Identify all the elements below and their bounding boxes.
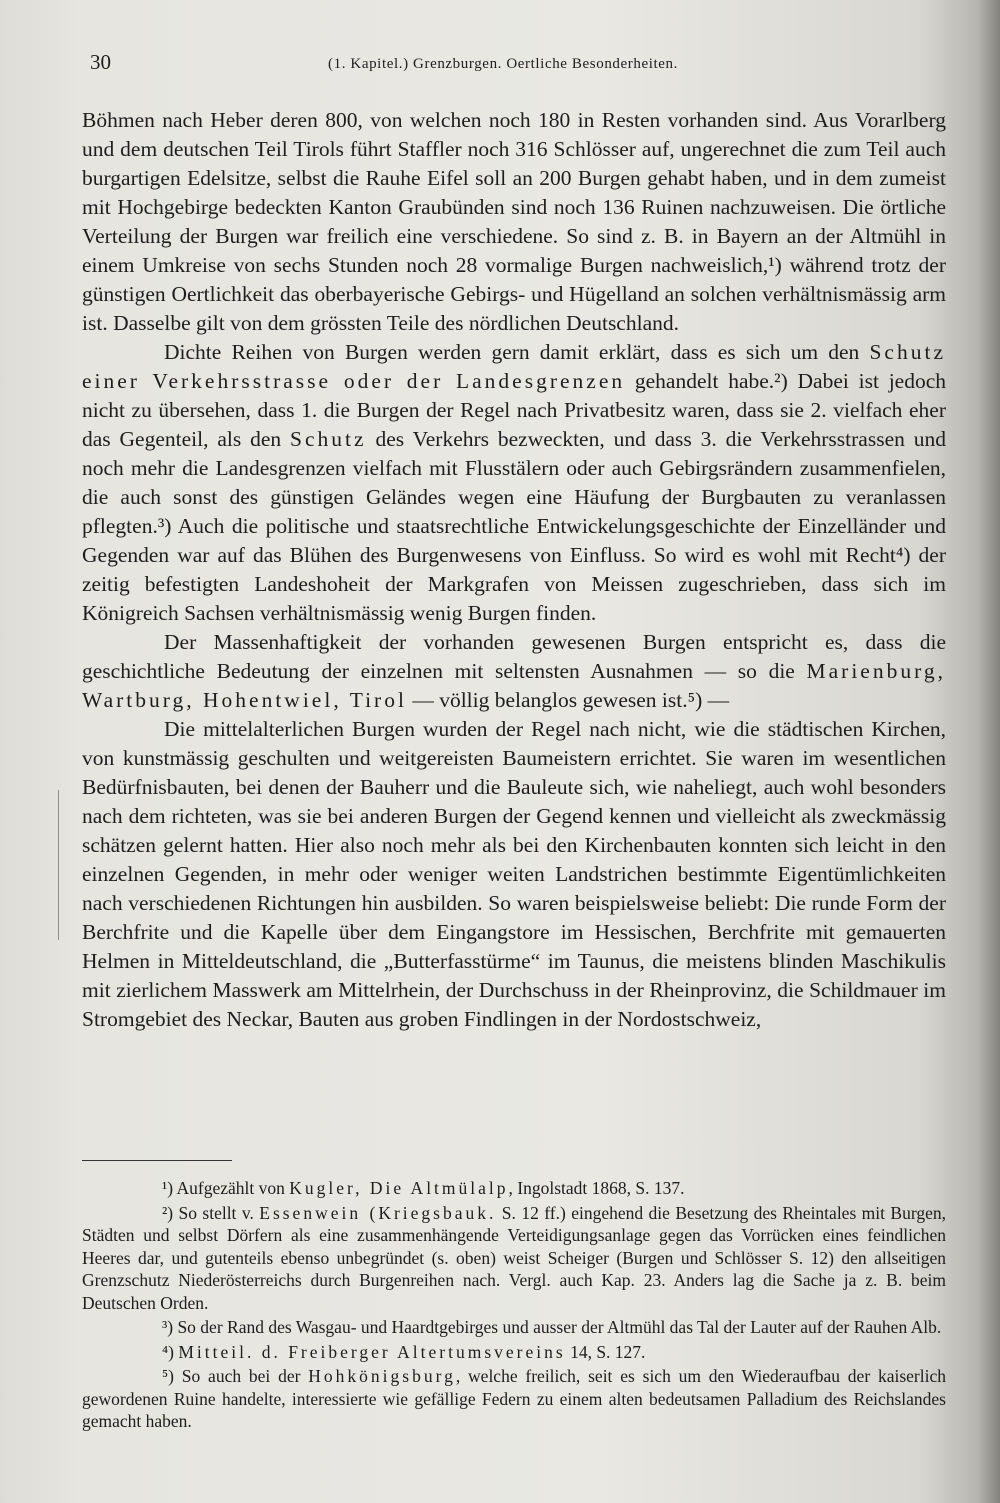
paragraph-4: Die mittelalterlichen Burgen wurden der Regel nach nicht, wie die städtischen Kirchen, von kunstmässig geschulten und weitgereisten Baumeistern errichtet. Sie waren im wesentlichen Bedürfnisbauten, bei denen der Bauherr und die Bauleute sich, wie naheliegt, auch wohl besonders nach dem richteten, was sie bei anderen Burgen der Gegend kennen und vielleicht als zweckmässig schätzen gelernt hatten. Hier also noch mehr als bei den Kirchenbauten konnten sich leicht in den einzelnen Gegenden, in mehr oder weniger weiten Landstrichen bestimmte Eigentümlichkeiten nach verschiedenen Richtungen hin ausbilden. So waren beispielsweise beliebt: Die runde Form der Berchfrite und die Kapelle über dem Eingangstore im Hessischen, Berchfrite mit gemauerten Helmen in Mitteldeutschland, die „Butterfasstürme“ im Taunus, die meistens blinden Maschikulis mit zierlichem Masswerk am Mittelrhein, der Durchschuss in der Rheinprovinz, die Schildmauer im Stromgebiet des Neckar, Bauten aus groben Findlingen in der Nordostschweiz, [82, 717, 946, 1031]
spaced-emphasis: Schutz [290, 427, 367, 451]
paragraph-2 [82, 338, 946, 628]
footnote-text: So stellt v. [173, 1202, 260, 1223]
running-head: (1. Kapitel.) Grenzburgen. Oertliche Besonderheiten. [328, 56, 678, 72]
main-text [82, 106, 946, 1034]
footnotes [82, 1177, 946, 1435]
spaced-emphasis: Schutz einer Verkehrsstrasse oder der Landesgrenzen [82, 340, 946, 393]
footnote-mark: ⁴) [162, 1341, 174, 1362]
paragraph-1: Böhmen nach Heber deren 800, von welchen noch 180 in Resten vorhanden sind. Aus Vorarlberg und dem deutschen Teil Tirols führt Staffler noch 316 Schlösser auf, ungerechnet die zum Teil auch burgartigen Edelsitze, selbst die Rauhe Eifel soll an 200 Burgen gehabt haben, und in dem zumeist mit Hochgebirge bedeckten Kanton Graubünden sind noch 136 Ruinen nachzuweisen. Die örtliche Verteilung der Burgen war freilich eine verschiedene. So sind z. B. in Bayern an der Altmühl in einem Umkreise von sechs Stunden noch 28 vormalige Burgen nachweislich,¹) während trotz der günstigen Oertlichkeit das oberbayerische Gebirgs- und Hügelland an solchen verhältnismässig arm ist. Dasselbe gilt von dem grössten Teile des nördlichen Deutschland. [82, 108, 946, 335]
footnote-mark: ¹) [162, 1178, 174, 1198]
footnote-text: , Ingolstadt 1868, S. 137. [508, 1178, 685, 1198]
footnote-text: So auch bei der [173, 1366, 309, 1386]
footnote-text: S. 12 ff.) eingehend die Besetzung des Rheintales mit Burgen, Städten und selbst Dörfern als eine zusammenhängende Verteidigungsanlage gegen das Vorrücken eines feindlichen Heeres dar, und gutenteils ebenso unbegründet (s. oben) weist Scheiger (Burgen und Schlösser S. 12) den allseitigen Grenzschutz Niederösterreichs durch Burgenreihen nach. Vergl. auch Kap. 23. Anders lag die Sache ja z. B. beim Deutschen Orden. [82, 1202, 946, 1313]
footnote-mark: ⁵) [162, 1366, 174, 1386]
paragraph-3-part: Der Massenhaftigkeit der vorhanden gewesenen Burgen entspricht es, dass die geschichtliche Bedeutung der einzelnen mit seltensten Ausnahmen — so die [82, 630, 946, 683]
footnote-3 [82, 1316, 946, 1339]
footnote-text: , welche freilich, seit es sich um den Wiederaufbau der kaiserlich gewordenen Ruine handelte, interessierte wie gefällige Federn zu einem alten bedeutsamen Palladium des Reichslandes gemacht haben. [82, 1366, 946, 1431]
spaced-emphasis: Marienburg, Wartburg, Hohentwiel, Tirol [82, 659, 946, 712]
paragraph-3-part: — völlig belanglos gewesen ist.⁵) — [406, 688, 730, 712]
page-header [90, 50, 910, 80]
paragraph-2-part: Dichte Reihen von Burgen werden gern damit erklärt, dass es sich um den [164, 340, 870, 364]
paragraph-2-part: des Verkehrs bezweckten, und dass 3. die Verkehrsstrassen und noch mehr die Landesgrenzen vielfach mit Flusstälern oder auch Gebirgsrändern zusammenfielen, die auch sonst des günstigen Geländes wegen eine Häufung der Burgbauten zu veranlassen pflegten.³) Auch die politische und staatsrechtliche Entwickelungsgeschichte der Einzelländer und Gegenden war auf das Blühen des Burgenwesens von Einfluss. So wird es wohl mit Recht⁴) der zeitig befestigten Landeshoheit der Markgrafen von Meissen zugeschrieben, dass sich im Königreich Sachsen verhältnismässig wenig Burgen finden. [82, 427, 946, 625]
paragraph-2-part: gehandelt habe.²) Dabei ist jedoch nicht zu übersehen, dass 1. die Burgen der Regel nach Privatbesitz waren, dass sie 2. vielfach eher das Gegenteil, als den [82, 369, 946, 451]
page-number: 30 [90, 50, 111, 74]
footnote-text: Aufgezählt von [173, 1178, 290, 1198]
footnote-text: 14, S. 127. [565, 1341, 646, 1362]
spaced-emphasis: Kugler, Die Altmülalp [289, 1178, 509, 1198]
footnote-text: So der Rand des Wasgau- und Haardtgebirges und ausser der Altmühl das Tal der Lauter auf der Rauhen Alb. [173, 1317, 942, 1337]
footnote-5 [82, 1365, 946, 1433]
footnote-1 [82, 1177, 946, 1200]
footnote-separator [82, 1160, 232, 1161]
page-edge-shadow [978, 0, 1000, 1503]
paragraph-3 [82, 628, 946, 715]
spaced-emphasis: Mitteil. d. Freiberger Altertumsvereins [178, 1341, 566, 1362]
spaced-emphasis: Essenwein (Kriegsbauk. [259, 1202, 497, 1223]
footnote-mark: ²) [162, 1202, 174, 1223]
footnote-mark: ³) [162, 1317, 174, 1337]
margin-pencil-mark [58, 790, 59, 940]
footnote-4 [82, 1341, 946, 1364]
footnote-2 [82, 1202, 946, 1315]
spaced-emphasis: Hohkönigsburg [308, 1366, 456, 1386]
